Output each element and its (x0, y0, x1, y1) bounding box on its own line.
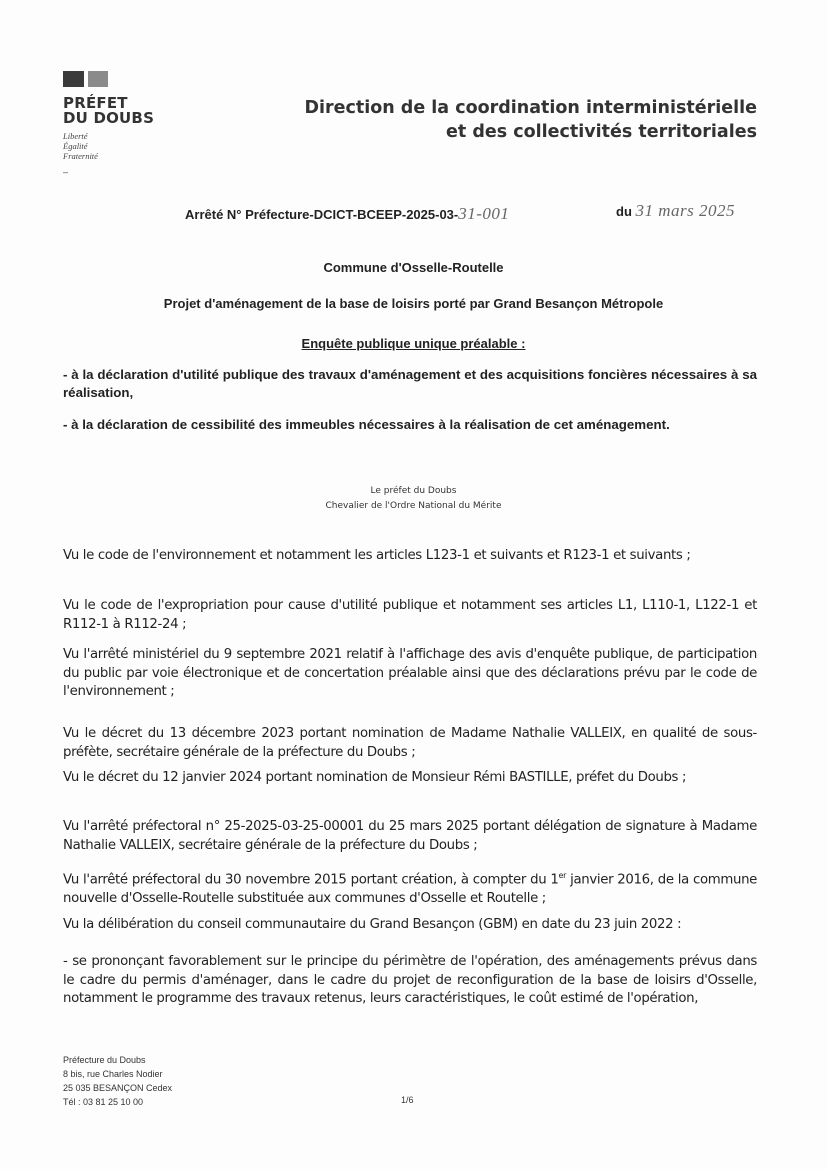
projet-title: Projet d'aménagement de la base de loisirs porté par Grand Besançon Métropole (163, 296, 664, 311)
visa-delegation-signature: Vu l'arrêté préfectoral n° 25-2025-03-25-00001 du 25 mars 2025 portant délégation de signature à Madame Nathalie VALLEIX, secrétaire générale de la préfecture du Doubs ; (63, 819, 757, 853)
handwritten-number: 31-001 (458, 204, 510, 223)
date-prefix: du (616, 204, 632, 219)
footer-line: 8 bis, rue Charles Nodier (63, 1069, 163, 1079)
declaration-cessibilite: - à la déclaration de cessibilité des immeubles nécessaires à la réalisation de cet aménagement. (63, 417, 670, 432)
visa-code-expropriation: Vu le code de l'expropriation pour cause d'utilité publique et notamment ses articles L1, L110-1, L122-1 et R112-1 à R112-24 ; (63, 598, 757, 632)
visa-decret-valleix: Vu le décret du 13 décembre 2023 portant nomination de Madame Nathalie VALLEIX, en qualité de sous-préfète, secrétaire générale de la préfecture du Doubs ; (63, 726, 757, 760)
prefecture-logo (63, 71, 154, 177)
logo-motto (63, 131, 154, 161)
logo-title-line1: PRÉFET (63, 94, 128, 112)
arrete-number-prefix: Arrêté N° Préfecture-DCICT-BCEEP-2025-03- (185, 207, 459, 222)
arrete-number (185, 204, 509, 224)
motto-fraternite: Fraternité (63, 151, 98, 161)
page-number: 1/6 (401, 1095, 414, 1105)
signer-title: Le préfet du Doubs (370, 486, 457, 496)
footer-line: 25 035 BESANÇON Cedex (63, 1083, 173, 1093)
logo-dash: – (63, 167, 69, 177)
arrete-date (616, 201, 735, 221)
footer-address (63, 1053, 172, 1109)
visa-deliberation-gbm: Vu la délibération du conseil communautaire du Grand Besançon (GBM) en date du 23 juin 2022 : (63, 917, 682, 932)
declaration-dup: - à la déclaration d'utilité publique des travaux d'aménagement et des acquisitions foncières nécessaires à sa réalisation, (63, 367, 757, 400)
logo-title-line2: DU DOUBS (63, 109, 155, 127)
motto-egalite: Égalité (63, 141, 88, 151)
enquete-heading: Enquête publique unique préalable : (301, 336, 526, 351)
handwritten-date: 31 mars 2025 (635, 201, 736, 220)
visa-deliberation-detail: - se prononçant favorablement sur le principe du périmètre de l'opération, des aménagements prévus dans le cadre du permis d'aménager, dans le cadre du projet de reconfiguration de la base de loisirs d'Osselle, notamment le programme des travaux retenus, leurs caractéristiques, le coût estimé de l'opération, (63, 954, 757, 1006)
motto-liberte: Liberté (63, 131, 88, 141)
direction-line2: et des collectivités territoriales (446, 122, 757, 142)
logo-title (63, 96, 154, 126)
visa-creation-commune (63, 867, 757, 908)
footer-line: Tél : 03 81 25 10 00 (63, 1097, 144, 1107)
visa-arrete-ministeriel: Vu l'arrêté ministériel du 9 septembre 2021 relatif à l'affichage des avis d'enquête publique, de participation du public par voie électronique et de concertation préalable ainsi que des déclarations prévu par le code de l'environnement ; (63, 647, 757, 699)
commune-title: Commune d'Osselle-Routelle (323, 260, 504, 275)
flag-right-block (88, 71, 108, 87)
visa-decret-bastille: Vu le décret du 12 janvier 2024 portant nomination de Monsieur Rémi BASTILLE, préfet du Doubs ; (63, 770, 687, 785)
direction-line1: Direction de la coordination interministérielle (304, 98, 757, 118)
footer-line: Préfecture du Doubs (63, 1055, 146, 1065)
superscript: er (558, 871, 567, 880)
visa-text: janvier 2016, de la commune nouvelle d'Osselle-Routelle substituée aux communes d'Osselle et Routelle ; (63, 872, 757, 906)
signer-honor: Chevalier de l'Ordre National du Mérite (325, 501, 502, 511)
marianne-flag-icon (63, 71, 154, 87)
visa-text: Vu l'arrêté préfectoral du 30 novembre 2015 portant création, à compter du 1 (63, 872, 559, 888)
visa-code-environnement: Vu le code de l'environnement et notamment les articles L123-1 et suivants et R123-1 et suivants ; (63, 548, 691, 563)
direction-heading (304, 96, 757, 144)
flag-left-block (63, 71, 84, 87)
signer-block (0, 484, 827, 514)
